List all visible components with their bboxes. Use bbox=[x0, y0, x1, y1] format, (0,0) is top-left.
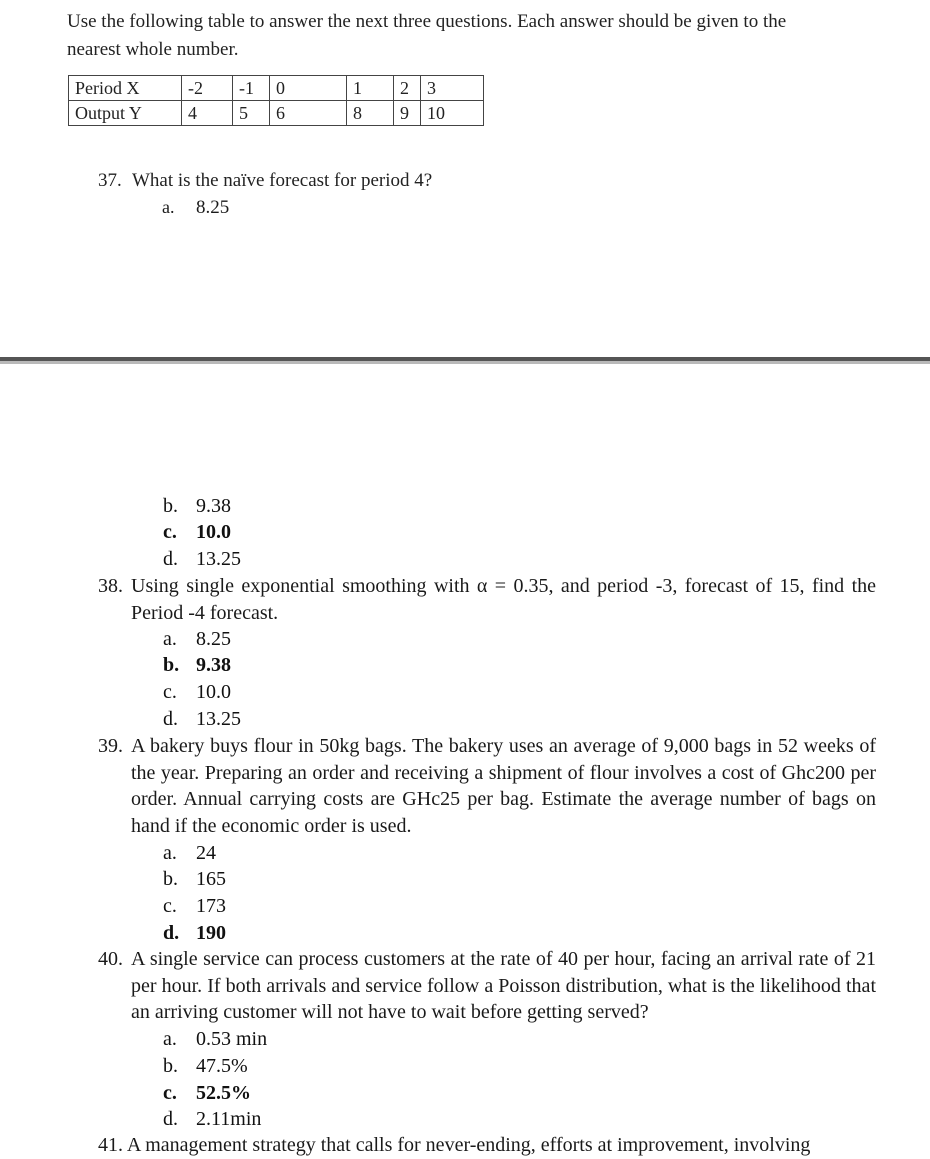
q39-option-letter: c. bbox=[163, 895, 177, 917]
q37-option-text: 9.38 bbox=[196, 495, 231, 517]
q39-option-letter: b. bbox=[163, 868, 178, 890]
q37-option-text: 8.25 bbox=[196, 197, 230, 218]
q40-text: A single service can process customers at the rate of 40 per hour, facing an arrival rate of 21 per hour. If both arrivals and service follow a Poisson distribution, what is the likelihood that an arriving customer will not have to wait before getting served? bbox=[131, 948, 876, 1024]
intro-line-2: nearest whole number. bbox=[67, 39, 239, 60]
table-cell: -1 bbox=[233, 76, 270, 101]
q40-number: 40. bbox=[98, 948, 123, 970]
q38-text: Using single exponential smoothing with α = 0.35, and period -3, forecast of 15, find the Period -4 forecast. bbox=[131, 575, 876, 624]
table-cell: 6 bbox=[270, 101, 347, 126]
q38-option-text-correct: 9.38 bbox=[196, 654, 231, 676]
table-cell: 9 bbox=[394, 101, 421, 126]
q40-option-letter: a. bbox=[163, 1028, 177, 1050]
row-label-output: Output Y bbox=[69, 101, 182, 126]
q39-option-text: 24 bbox=[196, 842, 216, 864]
q40-option-text: 0.53 min bbox=[196, 1028, 268, 1050]
q40-option-letter: b. bbox=[163, 1055, 178, 1077]
table-cell: -2 bbox=[182, 76, 233, 101]
q39-option-letter: d. bbox=[163, 922, 180, 944]
q40-option-text: 2.11min bbox=[196, 1108, 262, 1130]
q38-option-text: 8.25 bbox=[196, 628, 231, 650]
q37-number: 37. bbox=[98, 170, 122, 191]
q39-option-letter: a. bbox=[163, 842, 177, 864]
table-cell: 2 bbox=[394, 76, 421, 101]
q40-option-text: 47.5% bbox=[196, 1055, 248, 1077]
q38-option-letter: d. bbox=[163, 708, 178, 730]
q38-option-letter: a. bbox=[163, 628, 177, 650]
q39-option-text: 165 bbox=[196, 868, 226, 890]
page-separator-shadow bbox=[0, 361, 930, 364]
table-row-period bbox=[69, 76, 484, 101]
q37-option-letter: d. bbox=[163, 548, 178, 570]
table-cell: 3 bbox=[421, 76, 484, 101]
q37-option-text-correct: 10.0 bbox=[196, 521, 231, 543]
q39-option-text: 173 bbox=[196, 895, 226, 917]
table-cell: 10 bbox=[421, 101, 484, 126]
q37-text: What is the naïve forecast for period 4? bbox=[132, 170, 433, 191]
q38-number: 38. bbox=[98, 575, 123, 597]
q38-option-letter: b. bbox=[163, 654, 180, 676]
q40-option-letter: c. bbox=[163, 1082, 177, 1104]
q40-option-text-correct: 52.5% bbox=[196, 1082, 251, 1104]
intro-line-1: Use the following table to answer the next three questions. Each answer should be given to the bbox=[67, 11, 787, 32]
row-label-period: Period X bbox=[69, 76, 182, 101]
table-cell: 5 bbox=[233, 101, 270, 126]
q41-partial-text: 41. A management strategy that calls for never-ending, efforts at improvement, involving bbox=[98, 1134, 811, 1156]
q37-option-letter: c. bbox=[163, 521, 177, 543]
q39-option-text-correct: 190 bbox=[196, 922, 226, 944]
q37-option-text: 13.25 bbox=[196, 548, 241, 570]
table-cell: 4 bbox=[182, 101, 233, 126]
table-cell: 1 bbox=[347, 76, 394, 101]
table-row-output bbox=[69, 101, 484, 126]
table-cell: 0 bbox=[270, 76, 347, 101]
table-cell: 8 bbox=[347, 101, 394, 126]
q39-number: 39. bbox=[98, 735, 123, 757]
q37-option-letter: b. bbox=[163, 495, 178, 517]
data-table bbox=[68, 75, 484, 126]
q37-option-letter: a. bbox=[162, 197, 175, 217]
q38-option-text: 13.25 bbox=[196, 708, 241, 730]
q39-text: A bakery buys flour in 50kg bags. The bakery uses an average of 9,000 bags in 52 weeks of the year. Preparing an order and receiving a shipment of flour involves a cost of Ghc200 per order. Annual carrying costs are GHc25 per bag. Estimate the average number of bags on hand if the economic order is used. bbox=[131, 735, 876, 837]
q38-option-text: 10.0 bbox=[196, 681, 231, 703]
q40-option-letter: d. bbox=[163, 1108, 178, 1130]
q38-option-letter: c. bbox=[163, 681, 177, 703]
